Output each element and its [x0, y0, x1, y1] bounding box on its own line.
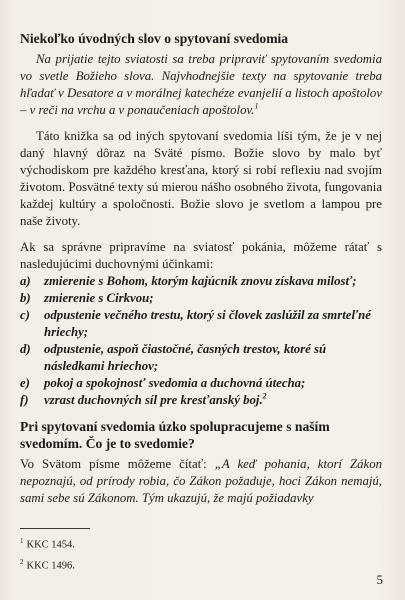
effect-item [20, 307, 382, 341]
footnote-ref-1: 1 [254, 101, 259, 111]
footnote [20, 533, 75, 554]
page-number: 5 [376, 572, 383, 587]
effect-marker: e) [20, 376, 30, 390]
effect-marker: d) [20, 342, 31, 356]
effects-list [20, 273, 382, 409]
page-body [20, 30, 382, 507]
intro-paragraph [20, 51, 382, 119]
section2-quote: „A keď pohania, ktorí Zákon nepoznajú, od prírody robia, čo Zákon požaduje, hoci Zákon nemajú, sami sebe sú Zákonom. Tým ukazujú, že majú požiadavky [20, 457, 383, 505]
footnote-mark: 2 [20, 557, 24, 566]
section2-title: Pri spytovaní svedomia úzko spolupracujeme s naším svedomím. Čo je to svedomie? [20, 419, 330, 451]
intro-text: Na prijatie tejto sviatosti sa treba pripraviť spytovaním svedomia vo svetle Božieho slova. Najvhodnejšie texty na spytovanie treba hľadať v Desatore a v morálnej katechéze evanjelií a listoch apoštolov – v reči na vrchu a v ponaučeniach apoštolov. [20, 52, 382, 117]
effect-marker: c) [20, 308, 30, 322]
effect-text: zmierenie s Cirkvou; [44, 291, 154, 305]
effect-text: vzrast duchovných síl pre kresťanský boj. [44, 393, 263, 407]
effect-text: odpustenie, aspoň čiastočné, časných trestov, ktoré sú následkami hriechov; [44, 342, 327, 373]
footnote-ref-2: 2 [262, 391, 267, 401]
body-paragraph: Táto knižka sa od iných spytovaní svedomia líši tým, že je v nej daný hlavný dôraz na Sväté písmo. Božie slovo by malo byť východiskom pre každého kresťana, ktorý si robí reflexiu nad svojím životom. Posvätné texty sú mierou nášho osobného života, fungovania každej kultúry a spoločnosti. Božie slovo je svetlom a lampou pre naše životy. [20, 129, 382, 228]
effect-item [20, 273, 382, 290]
effect-text: zmierenie s Bohom, ktorým kajúcnik znovu získava milosť; [44, 274, 357, 288]
effect-text-last [44, 392, 382, 409]
footnote-mark: 1 [20, 537, 24, 545]
effect-item [20, 341, 382, 375]
effect-item [20, 392, 382, 409]
effect-marker: b) [20, 291, 31, 305]
effect-item [20, 375, 382, 392]
section-title: Niekoľko úvodných slov o spytovaní svedomia [20, 31, 289, 46]
effect-marker: a) [20, 274, 31, 288]
footnotes [20, 533, 75, 574]
section2-lead: Vo Svätom písme môžeme čítať: [20, 457, 215, 471]
footnote-divider [20, 528, 90, 529]
section2-paragraph [20, 456, 382, 507]
effect-text: odpustenie večného trestu, ktorý si človek zaslúžil za smrteľné hriechy; [44, 308, 371, 339]
footnote-text: KKC 1496. [26, 560, 75, 571]
effects-lead: Ak sa správne pripravíme na sviatosť pokánia, môžeme rátať s nasledujúcimi duchovnými účinkami: [20, 240, 382, 271]
effect-marker: f) [20, 393, 29, 407]
footnote [20, 554, 75, 575]
footnote-text: KKC 1454. [26, 539, 75, 551]
effect-text: pokoj a spokojnosť svedomia a duchovná útecha; [44, 376, 306, 390]
effect-item [20, 290, 382, 307]
